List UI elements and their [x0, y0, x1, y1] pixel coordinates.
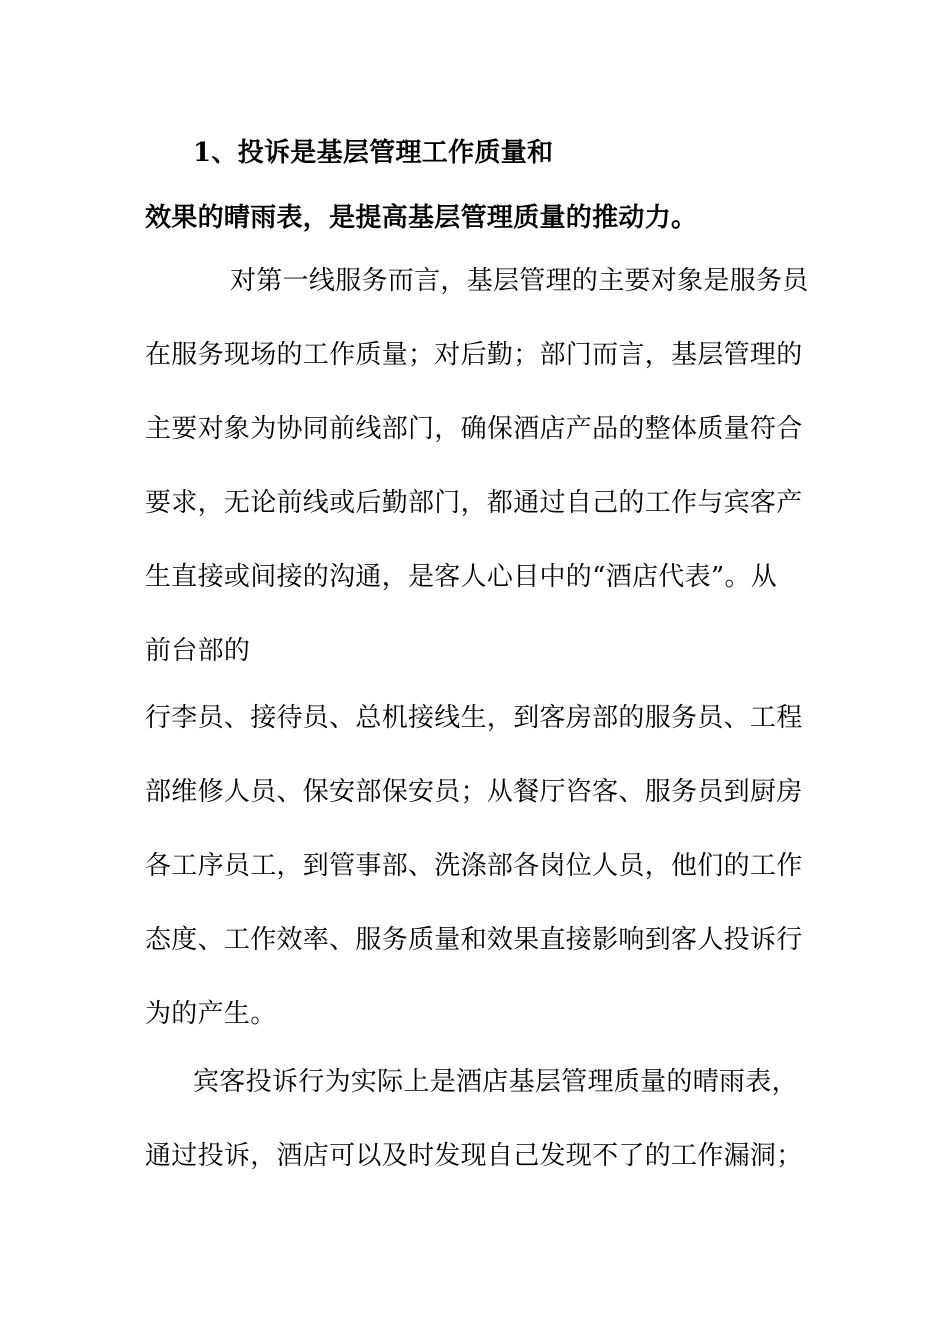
- paragraph-1-line: 生直接或间接的沟通，是客人心目中的“酒店代表”。从: [145, 562, 778, 592]
- paragraph-2-line: 态度、工作效率、服务质量和效果直接影响到客人投诉行: [145, 925, 803, 955]
- paragraph-2-line: 各工序员工，到管事部、洗涤部各岗位人员，他们的工作: [145, 851, 803, 881]
- paragraph-1-line: 前台部的: [145, 636, 251, 666]
- paragraph-1-line: 在服务现场的工作质量；对后勤；部门而言，基层管理的: [145, 340, 803, 370]
- paragraph-3-line: 通过投诉，酒店可以及时发现自己发现不了的工作漏洞；: [145, 1141, 803, 1171]
- paragraph-1-line: 主要对象为协同前线部门，确保酒店产品的整体质量符合: [145, 414, 803, 444]
- paragraph-3-line: 宾客投诉行为实际上是酒店基层管理质量的晴雨表，: [193, 1067, 798, 1097]
- paragraph-2-line: 行李员、接待员、总机接线生，到客房部的服务员、工程: [145, 703, 803, 733]
- paragraph-2-line: 部维修人员、保安部保安员；从餐厅咨客、服务员到厨房: [145, 777, 803, 807]
- paragraph-2-line: 为的产生。: [145, 999, 277, 1029]
- paragraph-1-line: 对第一线服务而言，基层管理的主要对象是服务员: [230, 266, 809, 296]
- section-heading-line-1: 1、投诉是基层管理工作质量和: [193, 138, 554, 168]
- section-heading-line-2: 效果的晴雨表，是提高基层管理质量的推动力。: [145, 203, 698, 233]
- paragraph-1-line: 要求，无论前线或后勤部门，都通过自己的工作与宾客产: [145, 488, 803, 518]
